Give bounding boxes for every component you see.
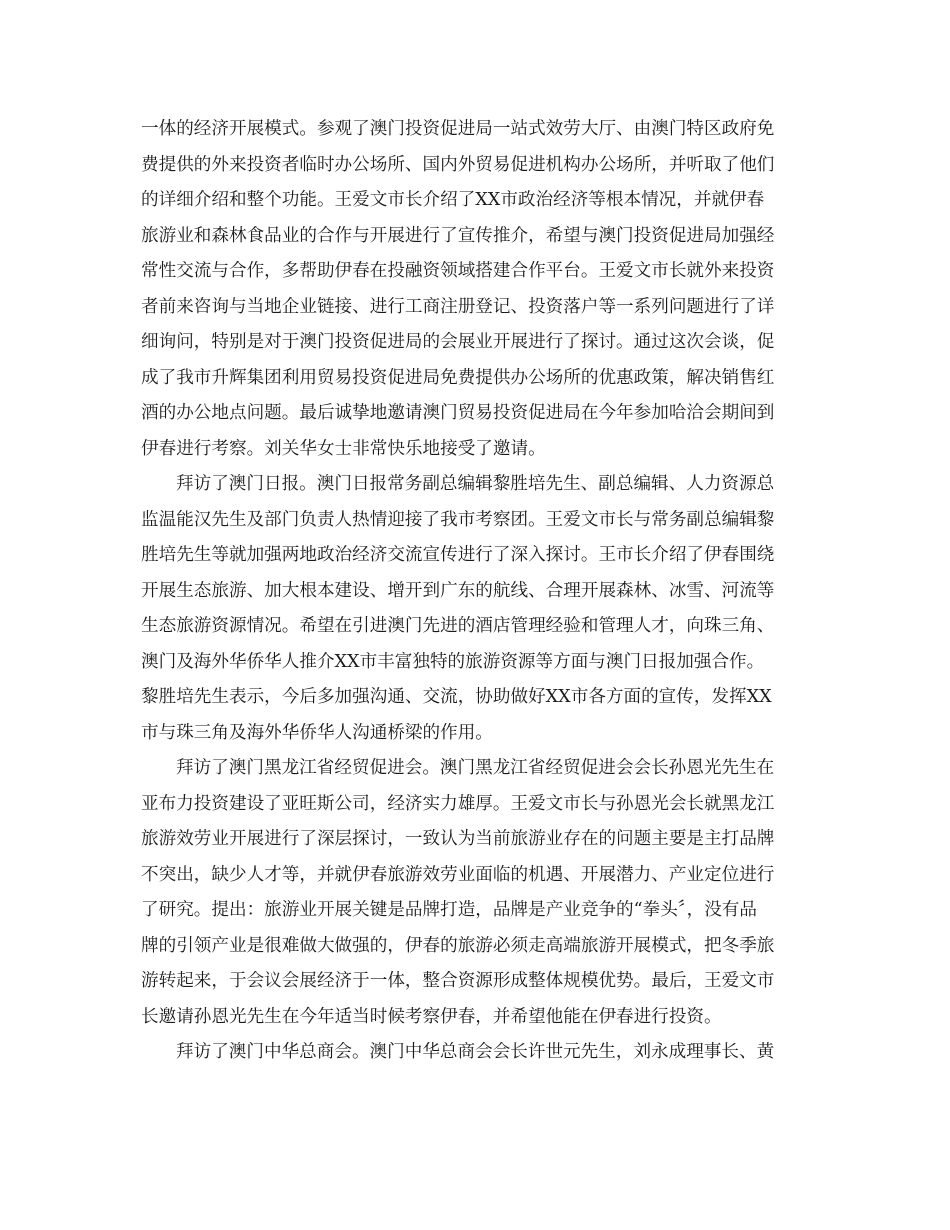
document-body (141, 112, 821, 1071)
text-line: 细询问，特别是对于澳门投资促进局的会展业开展进行了探讨。通过这次会谈，促 (141, 332, 775, 352)
text-line: 生态旅游资源情况。希望在引进澳门先进的酒店管理经验和管理人才，向珠三角、 (141, 616, 775, 636)
paragraph (141, 467, 821, 751)
paragraph (141, 751, 821, 1035)
text-line: 黎胜培先生表示，今后多加强沟通、交流，协助做好XX市各方面的宣传，发挥XX (141, 687, 772, 707)
paragraph (141, 1035, 821, 1071)
text-line: 的详细介绍和整个功能。王爱文市长介绍了XX市政治经济等根本情况，并就伊春 (141, 190, 765, 210)
text-line: 了研究。提出：旅游业开展关键是品牌打造，品牌是产业竞争的“拳头〞，没有品 (141, 900, 757, 920)
text-line: 旅游业和森林食品业的合作与开展进行了宣传推介，希望与澳门投资促进局加强经 (141, 225, 775, 246)
text-line: 胜培先生等就加强两地政治经济交流宣传进行了深入探讨。王市长介绍了伊春围绕 (141, 545, 775, 565)
text-line: 市与珠三角及海外华侨华人沟通桥梁的作用。 (141, 722, 493, 743)
text-line: 拜访了澳门中华总商会。澳门中华总商会会长许世元先生，刘永成理事长、黄 (176, 1042, 775, 1062)
text-line: 一体的经济开展模式。参观了澳门投资促进局一站式效劳大厅、由澳门特区政府免 (141, 119, 775, 139)
text-line: 亚布力投资建设了亚旺斯公司，经济实力雄厚。王爱文市长与孙恩光会长就黑龙江 (141, 793, 775, 814)
text-line: 监温能汉先生及部门负责人热情迎接了我市考察团。王爱文市长与常务副总编辑黎 (141, 509, 775, 530)
text-line: 旅游效劳业开展进行了深层探讨，一致认为当前旅游业存在的问题主要是主打品牌 (141, 829, 775, 849)
text-line: 开展生态旅游、加大根本建设、增开到广东的航线、合理开展森林、冰雪、河流等 (141, 580, 775, 601)
text-line: 成了我市升辉集团利用贸易投资促进局免费提供办公场所的优惠政策，解决销售红 (141, 367, 775, 388)
text-line: 长邀请孙恩光先生在今年适当时候考察伊春，并希望他能在伊春进行投资。 (141, 1006, 722, 1027)
text-line: 费提供的外来投资者临时办公场所、国内外贸易促进机构办公场所，并听取了他们 (141, 154, 775, 175)
text-line: 拜访了澳门日报。澳门日报常务副总编辑黎胜培先生、副总编辑、人力资源总 (176, 474, 775, 494)
text-line: 澳门及海外华侨华人推介XX市丰富独特的旅游资源等方面与澳门日报加强合作。 (141, 651, 765, 672)
text-line: 常性交流与合作，多帮助伊春在投融资领域搭建合作平台。王爱文市长就外来投资 (141, 261, 775, 281)
text-line: 不突出，缺少人才等，并就伊春旅游效劳业面临的机遇、开展潜力、产业定位进行 (141, 864, 775, 885)
paragraph (141, 112, 821, 467)
text-line: 游转起来，于会议会展经济于一体，整合资源形成整体规模优势。最后，王爱文市 (141, 971, 775, 991)
text-line: 牌的引领产业是很难做大做强的，伊春的旅游必须走高端旅游开展模式，把冬季旅 (141, 935, 775, 956)
text-line: 酒的办公地点问题。最后诚挚地邀请澳门贸易投资促进局在今年参加哈洽会期间到 (141, 403, 775, 423)
text-line: 伊春进行考察。刘关华女士非常快乐地接受了邀请。 (141, 438, 546, 459)
text-line: 拜访了澳门黑龙江省经贸促进会。澳门黑龙江省经贸促进会会长孙恩光先生在 (176, 758, 775, 778)
text-line: 者前来咨询与当地企业链接、进行工商注册登记、投资落户等一系列问题进行了详 (141, 296, 775, 317)
